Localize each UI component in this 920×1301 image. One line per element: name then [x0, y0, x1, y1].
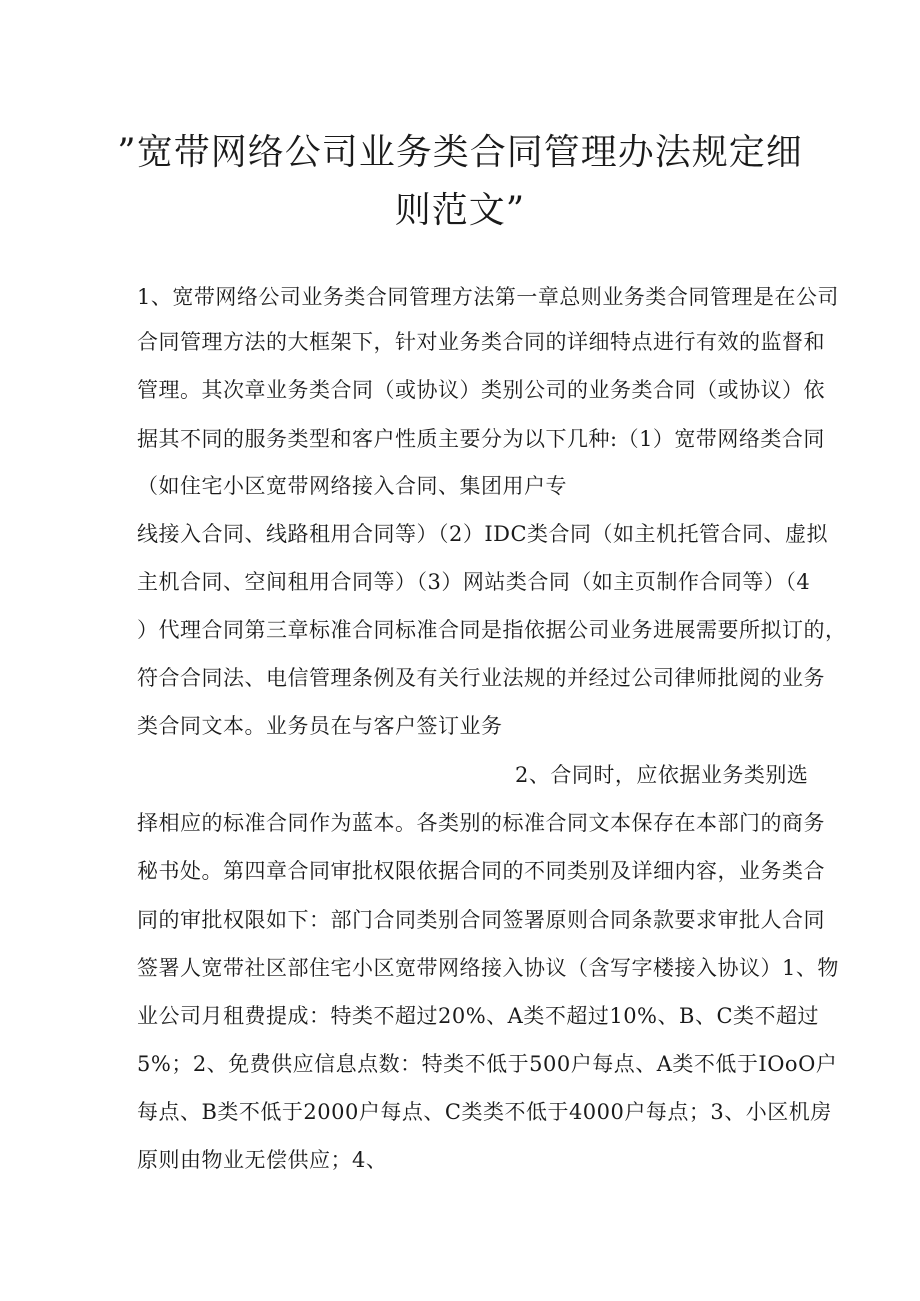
body-line: ）代理合同第三章标准合同标准合同是指依据公司业务进展需要所拟订的，	[137, 618, 847, 642]
body-line: （如住宅小区宽带网络接入合同、集团用户专	[137, 474, 567, 498]
body-line: 5%；2、免费供应信息点数：特类不低于500户每点、A类不低于IOoO户	[137, 1052, 838, 1076]
body-line: 秘书处。第四章合同审批权限依据合同的不同类别及详细内容，业务类合	[137, 859, 825, 883]
body-line: 签署人宽带社区部住宅小区宽带网络接入协议（含写字楼接入协议）1、物	[137, 956, 839, 980]
body-line: 原则由物业无偿供应；4、	[137, 1148, 388, 1172]
body-line: 2、合同时，应依据业务类别选	[515, 763, 809, 787]
body-line: 线接入合同、线路租用合同等）（2）IDC类合同（如主机托管合同、虚拟	[137, 522, 829, 546]
body-line: 合同管理方法的大框架下，针对业务类合同的详细特点进行有效的监督和	[137, 330, 825, 354]
body-line: 同的审批权限如下：部门合同类别合同签署原则合同条款要求审批人合同	[137, 908, 825, 932]
document-title-line-2: 则范文”	[394, 190, 526, 231]
body-line: 业公司月租费提成：特类不超过20%、A类不超过10%、B、C类不超过	[137, 1004, 820, 1028]
body-line: 符合合同法、电信管理条例及有关行业法规的并经过公司律师批阅的业务	[137, 666, 825, 690]
body-line: 管理。其次章业务类合同（或协议）类别公司的业务类合同（或协议）依	[137, 378, 825, 402]
body-line: 每点、B类不低于2000户每点、C类类不低于4000户每点；3、小区机房	[137, 1100, 832, 1124]
body-line: 择相应的标准合同作为蓝本。各类别的标准合同文本保存在本部门的商务	[137, 811, 825, 835]
body-line: 类合同文本。业务员在与客户签订业务	[137, 714, 503, 738]
body-line: 1、宽带网络公司业务类合同管理方法第一章总则业务类合同管理是在公司	[137, 285, 839, 309]
document-title-line-1: ”宽带网络公司业务类合同管理办法规定细	[117, 132, 803, 173]
body-line: 主机合同、空间租用合同等）（3）网站类合同（如主页制作合同等）（4	[137, 570, 811, 594]
body-line: 据其不同的服务类型和客户性质主要分为以下几种:（1）宽带网络类合同	[137, 427, 825, 451]
